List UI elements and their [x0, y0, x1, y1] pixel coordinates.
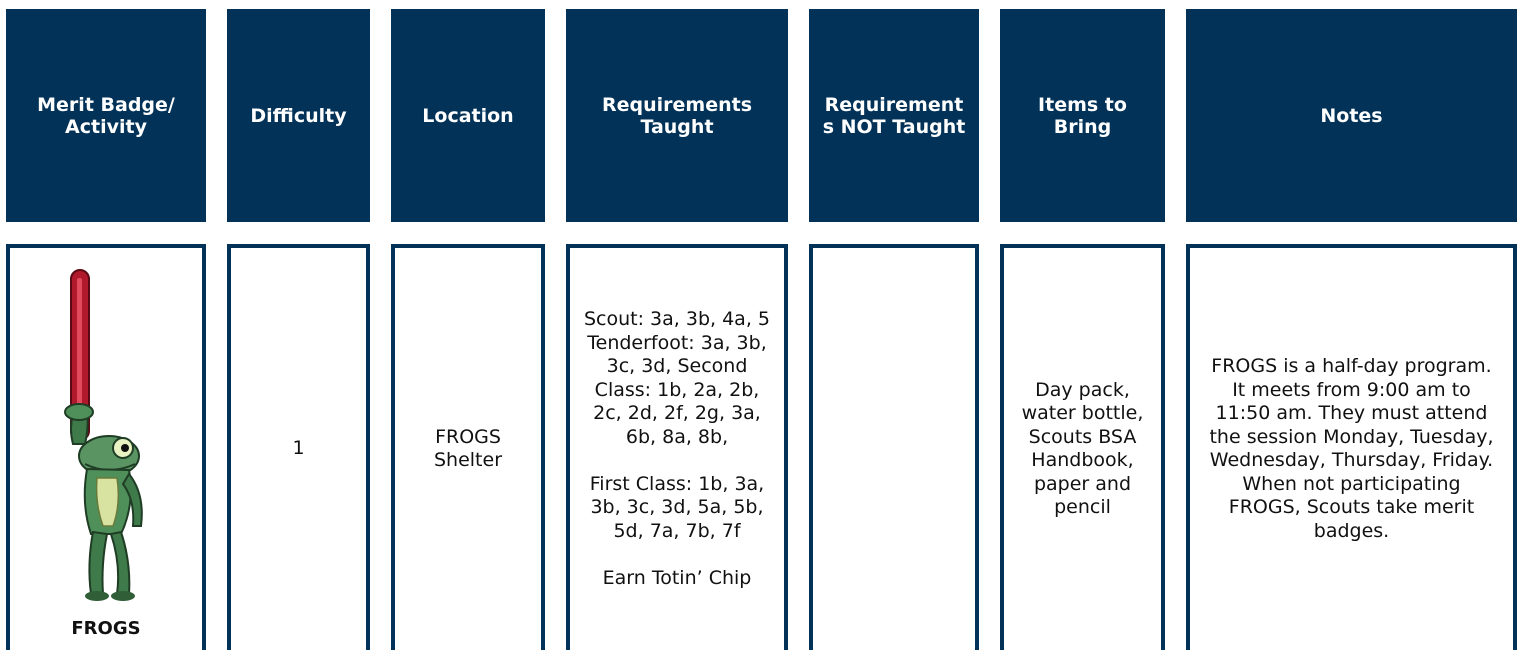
- difficulty-value: 1: [292, 437, 305, 460]
- requirements-taught-cell: [566, 244, 788, 650]
- header-notes: Notes: [1186, 9, 1517, 222]
- header-requirements-taught: Requirements Taught: [566, 9, 788, 222]
- header-activity: Merit Badge/ Activity: [6, 9, 206, 222]
- activity-cell: [6, 244, 206, 650]
- location-value: FROGS Shelter: [433, 425, 503, 471]
- header-items-to-bring: Items to Bring: [1000, 9, 1165, 222]
- location-cell: [391, 244, 545, 650]
- header-requirements-not-taught: Requirement s NOT Taught: [809, 9, 979, 222]
- badge-name: FROGS: [71, 617, 141, 639]
- items-to-bring-cell: [1000, 244, 1165, 650]
- frog-holding-red-stick-icon: [51, 264, 161, 604]
- notes-cell: [1186, 244, 1517, 650]
- difficulty-cell: [227, 244, 370, 650]
- header-difficulty: Difficulty: [227, 9, 370, 222]
- items-to-bring-value: Day pack, water bottle, Scouts BSA Handbook, paper and pencil: [1021, 378, 1144, 518]
- requirements-not-taught-cell: [809, 244, 979, 650]
- notes-value: FROGS is a half-day program. It meets from 9:00 am to 11:50 am. They must attend the session Monday, Tuesday, Wednesday, Thursday, Friday. When not participating FROGS, Scouts take merit badges.: [1209, 355, 1494, 542]
- requirements-taught-value: Scout: 3a, 3b, 4a, 5 Tenderfoot: 3a, 3b, 3c, 3d, Second Class: 1b, 2a, 2b, 2c, 2d, 2f, 2g, 3a, 6b, 8a, 8b, First Class: 1b, 3a, 3b, 3c, 3d, 5a, 5b, 5d, 7a, 7b, 7f Earn Totin’ Chip: [583, 308, 770, 589]
- header-location: Location: [391, 9, 545, 222]
